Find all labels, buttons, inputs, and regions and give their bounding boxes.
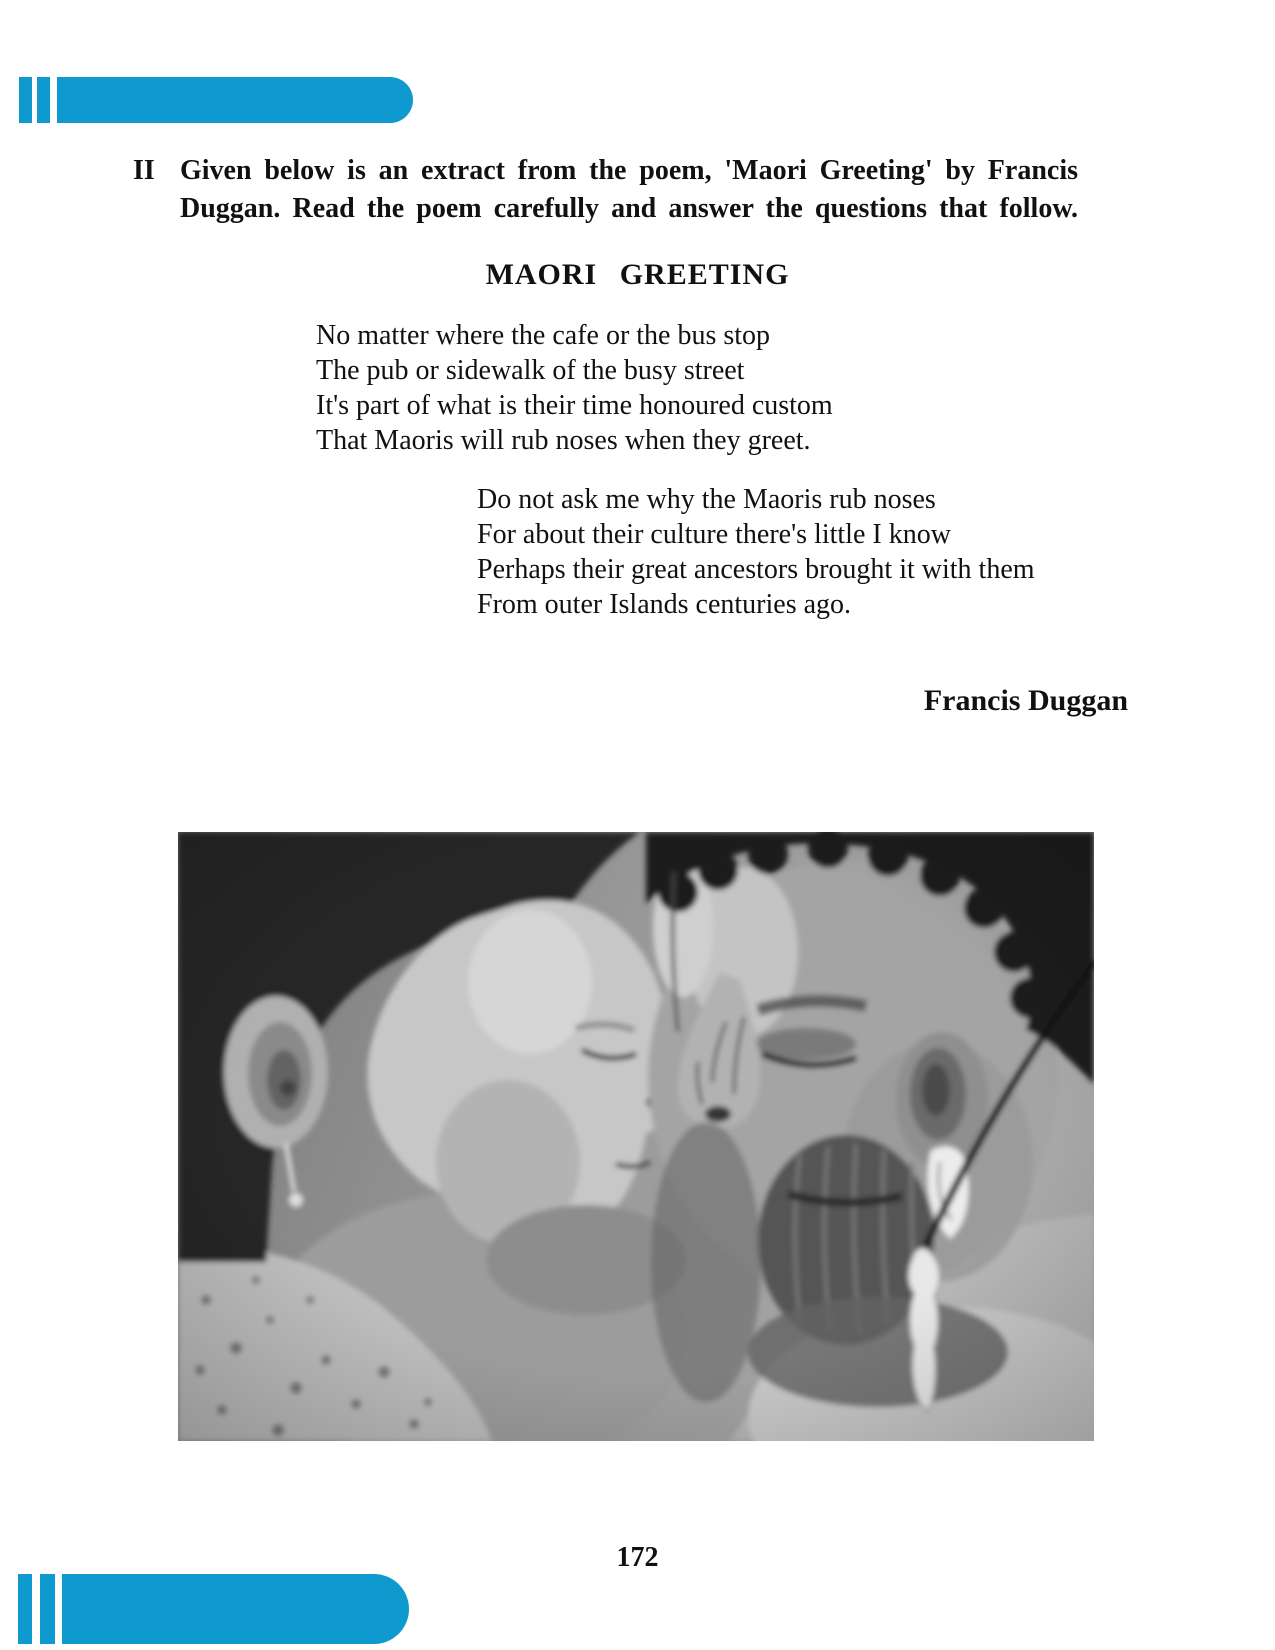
poem-line: No matter where the cafe or the bus stop: [316, 320, 771, 351]
poem-line: For about their culture there's little I know: [477, 519, 951, 550]
poem-line: It's part of what is their time honoured custom: [316, 390, 833, 421]
poem-author: Francis Duggan: [923, 684, 1128, 717]
exercise-instruction: [133, 152, 1078, 228]
poem-line: That Maoris will rub noses when they greet.: [316, 425, 811, 456]
bottom-decorative-bar: [0, 1574, 420, 1644]
top-bar-segment-2: [37, 77, 50, 123]
instruction-line: Given below is an extract from the poem, 'Maori Greeting' by Francis: [180, 155, 1078, 186]
bottom-bar-segment-1: [18, 1574, 32, 1644]
poem-line: Perhaps their great ancestors brought it with them: [477, 554, 1035, 585]
top-bar-main: [57, 77, 413, 123]
instruction-text: [180, 152, 1078, 228]
poem-stanza-1: [316, 318, 833, 458]
poem-title: MAORI GREETING: [485, 258, 790, 291]
top-bar-segment-1: [19, 77, 32, 123]
page-number: 172: [616, 1542, 659, 1573]
hongi-photo: [178, 832, 1094, 1441]
poem-stanza-2: [477, 482, 1035, 622]
poem-line: The pub or sidewalk of the busy street: [316, 355, 745, 386]
top-decorative-bar: [0, 77, 420, 123]
exercise-numeral: II: [133, 155, 155, 186]
bottom-bar-main: [62, 1574, 409, 1644]
instruction-line: Duggan. Read the poem carefully and answer the questions that follow.: [180, 193, 1078, 224]
poem-line: Do not ask me why the Maoris rub noses: [477, 484, 936, 515]
bottom-bar-segment-2: [40, 1574, 55, 1644]
hongi-photo-illustration: [178, 832, 1094, 1441]
photo-vignette: [178, 832, 1094, 1441]
poem-line: From outer Islands centuries ago.: [477, 589, 852, 620]
